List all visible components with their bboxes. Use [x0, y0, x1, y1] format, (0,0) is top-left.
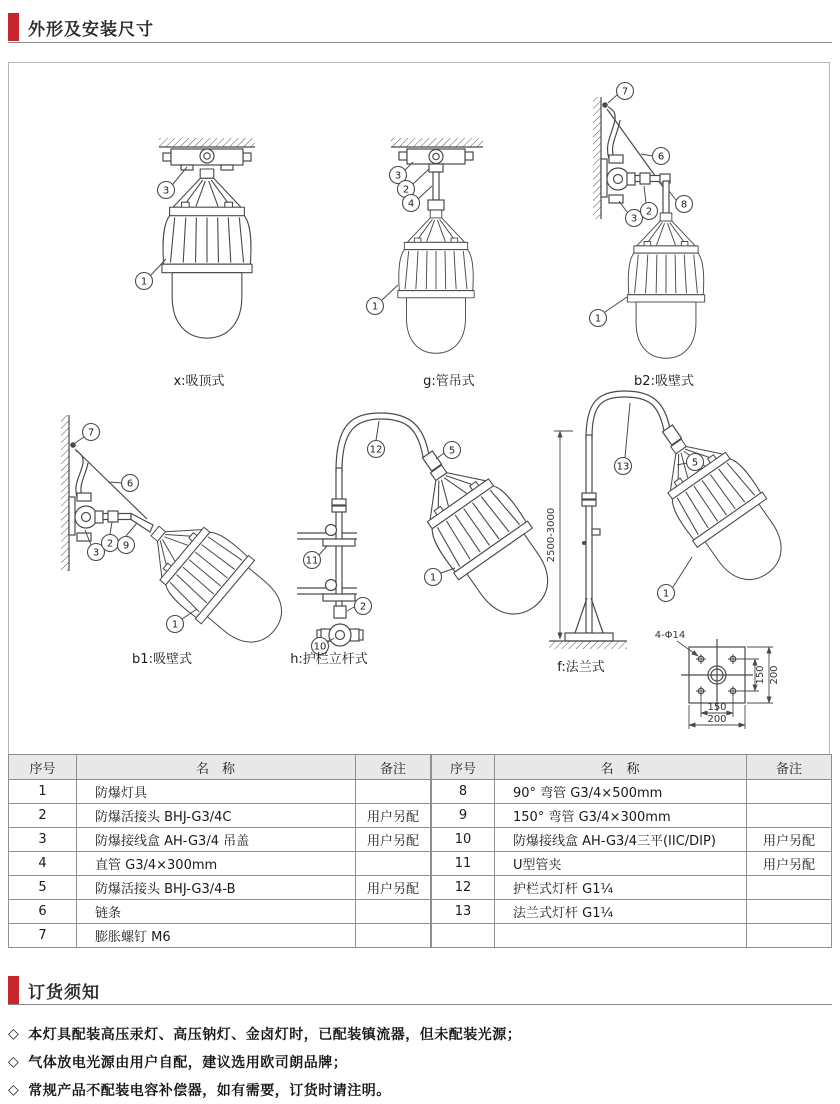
diamond-bullet-icon: ◇	[8, 1054, 20, 1070]
flange-hole-detail	[655, 630, 780, 729]
cell-name: 膨胀螺钉 M6	[77, 924, 356, 948]
cell-no	[432, 924, 495, 948]
hole-label	[655, 630, 698, 656]
svg-text:200: 200	[707, 714, 727, 725]
cell-name: 链条	[77, 900, 356, 924]
section-title: 外形及安装尺寸	[28, 19, 154, 40]
callout-1	[590, 297, 628, 327]
svg-text:4-Φ14: 4-Φ14	[654, 630, 686, 641]
svg-text:5: 5	[691, 457, 699, 469]
cable-icon	[608, 107, 620, 159]
lamp-icon	[128, 499, 300, 662]
installation-diagrams-panel	[8, 62, 830, 755]
anchor-bolt-icon	[70, 442, 76, 448]
callout-6	[109, 475, 139, 492]
cell-remark: 用户另配	[356, 828, 431, 852]
cell-no: 2	[9, 804, 77, 828]
pole-icon	[586, 435, 592, 633]
screw-icon	[592, 529, 600, 535]
svg-text:1: 1	[371, 301, 379, 313]
height-dimension	[546, 431, 573, 639]
callout-1	[167, 609, 198, 633]
table-row	[9, 876, 431, 900]
coupler-icon	[428, 200, 444, 210]
lamp-icon	[641, 419, 802, 598]
note-text: 常规产品不配装电容补偿器，如有需要，订货时请注明。	[28, 1083, 391, 1099]
callout-7	[75, 424, 100, 444]
cell-name: 防爆活接头 BHJ-G3/4C	[77, 804, 356, 828]
callout-3	[390, 162, 414, 184]
cell-remark	[747, 876, 832, 900]
callout-2	[102, 522, 119, 552]
svg-text:1: 1	[140, 276, 148, 288]
table-row	[9, 852, 431, 876]
callout-3	[619, 201, 643, 227]
cell-no: 7	[9, 924, 77, 948]
union-icon	[108, 511, 118, 522]
callout-7	[608, 83, 634, 104]
table-row	[432, 828, 832, 852]
svg-text:1: 1	[594, 313, 602, 325]
parts-table-right	[431, 754, 832, 948]
cell-name: 90° 弯管 G3/4×500mm	[495, 780, 747, 804]
diagram-caption: b2:吸壁式	[634, 374, 694, 389]
diamond-bullet-icon: ◇	[8, 1082, 20, 1098]
cell-remark	[356, 900, 431, 924]
lamp-icon	[399, 443, 570, 633]
table-row	[9, 828, 431, 852]
straight-pipe-icon	[433, 172, 439, 200]
svg-text:7: 7	[87, 427, 95, 439]
lamp-icon	[398, 210, 474, 353]
cell-remark: 用户另配	[747, 852, 832, 876]
diagram-wall-mount-b2	[590, 83, 705, 390]
table-row	[432, 804, 832, 828]
wall-hatch-icon	[61, 415, 69, 571]
cell-remark	[747, 900, 832, 924]
lamp-icon	[162, 169, 252, 338]
svg-text:1: 1	[662, 588, 670, 600]
cell-no: 12	[432, 876, 495, 900]
header-divider	[8, 1004, 832, 1005]
curved-arm-icon	[336, 413, 429, 471]
callout-9	[118, 523, 138, 554]
table-header-row	[9, 755, 431, 780]
col-header-remark: 备注	[747, 755, 832, 780]
parts-list	[8, 754, 832, 948]
cell-remark	[356, 852, 431, 876]
col-header-no: 序号	[9, 755, 77, 780]
cell-no: 3	[9, 828, 77, 852]
cell-remark: 用户另配	[356, 876, 431, 900]
diagram-guardrail-pole	[290, 413, 570, 667]
junction-box-icon	[399, 149, 473, 164]
svg-text:3: 3	[162, 185, 170, 197]
callout-1	[367, 285, 399, 315]
cell-remark: 用户另配	[747, 828, 832, 852]
anchor-bolt-icon	[602, 102, 608, 108]
cell-name: 直管 G3/4×300mm	[77, 852, 356, 876]
svg-text:6: 6	[126, 478, 134, 490]
cell-name: 护栏式灯杆 G1¼	[495, 876, 747, 900]
cell-name: 150° 弯管 G3/4×300mm	[495, 804, 747, 828]
lamp-icon	[627, 213, 704, 358]
cell-name: 防爆接线盒 AH-G3/4三平(IIC/DIP)	[495, 828, 747, 852]
col-header-remark: 备注	[356, 755, 431, 780]
ceiling-hatch-icon	[391, 138, 483, 147]
junction-box-icon	[601, 155, 635, 203]
ordering-note	[8, 1076, 832, 1104]
parts-table-left	[8, 754, 431, 948]
union-icon	[640, 173, 650, 184]
pole-union-icon	[582, 493, 596, 499]
cell-name: 防爆灯具	[77, 780, 356, 804]
callout-8	[669, 191, 693, 213]
svg-text:6: 6	[657, 151, 665, 163]
cell-no: 1	[9, 780, 77, 804]
svg-text:200: 200	[769, 665, 780, 685]
cell-no: 4	[9, 852, 77, 876]
cell-remark	[356, 780, 431, 804]
diagram-ceiling-mount	[136, 138, 256, 389]
diagram-caption: h:护栏立杆式	[290, 652, 368, 667]
svg-text:13: 13	[616, 461, 630, 473]
ordering-notes	[8, 1020, 832, 1104]
callout-2	[641, 186, 658, 220]
union-icon	[429, 164, 443, 172]
callout-1	[658, 557, 693, 602]
svg-text:12: 12	[369, 444, 383, 456]
svg-text:2: 2	[402, 184, 410, 196]
section-ordering-header	[8, 976, 100, 1004]
table-row	[432, 924, 832, 948]
union-icon	[334, 606, 346, 618]
table-row	[9, 924, 431, 948]
cell-no: 13	[432, 900, 495, 924]
curved-arm-icon	[586, 391, 670, 438]
svg-text:2: 2	[645, 206, 653, 218]
ordering-note	[8, 1048, 832, 1076]
bolt-icon	[582, 541, 586, 545]
diagram-wall-mount-b1	[61, 415, 300, 667]
svg-text:4: 4	[407, 198, 415, 210]
diamond-bullet-icon: ◇	[8, 1026, 20, 1042]
cell-name: 防爆活接头 BHJ-G3/4-B	[77, 876, 356, 900]
svg-text:3: 3	[394, 170, 402, 182]
junction-box-icon	[163, 149, 251, 170]
red-bar-icon	[8, 976, 19, 1004]
diagram-caption: f:法兰式	[557, 660, 605, 675]
table-row	[9, 900, 431, 924]
callout-12	[368, 421, 385, 458]
cell-remark	[747, 780, 832, 804]
svg-text:3: 3	[92, 547, 100, 559]
wall-hatch-icon	[593, 97, 601, 219]
table-row	[432, 876, 832, 900]
ceiling-hatch-icon	[159, 138, 255, 147]
cell-remark: 用户另配	[356, 804, 431, 828]
svg-text:150: 150	[755, 665, 766, 685]
diagram-caption: g:管吊式	[423, 374, 475, 389]
ordering-note	[8, 1020, 832, 1048]
diagram-caption: b1:吸壁式	[132, 652, 192, 667]
note-text: 本灯具配装高压汞灯、高压钠灯、金卤灯时，已配装镇流器，但未配装光源；	[28, 1027, 522, 1043]
table-row	[432, 900, 832, 924]
svg-text:150: 150	[707, 702, 727, 713]
svg-text:2: 2	[359, 601, 367, 613]
svg-text:1: 1	[429, 572, 437, 584]
svg-text:5: 5	[448, 445, 456, 457]
cell-remark	[747, 924, 832, 948]
cell-name: U型管夹	[495, 852, 747, 876]
cell-name: 法兰式灯杆 G1¼	[495, 900, 747, 924]
cell-no: 5	[9, 876, 77, 900]
col-header-name: 名 称	[77, 755, 356, 780]
cell-no: 9	[432, 804, 495, 828]
callout-13	[615, 403, 632, 475]
diagram-caption: x:吸顶式	[173, 374, 225, 389]
table-row	[9, 804, 431, 828]
svg-text:2500-3000: 2500-3000	[546, 507, 557, 563]
cell-name	[495, 924, 747, 948]
callout-5	[436, 442, 461, 460]
cell-no: 6	[9, 900, 77, 924]
svg-text:10: 10	[313, 641, 327, 653]
header-divider	[8, 42, 832, 43]
callout-11	[304, 546, 328, 569]
note-text: 气体放电光源由用户自配，建议选用欧司朗品牌；	[28, 1055, 348, 1071]
svg-text:2: 2	[106, 538, 114, 550]
svg-text:3: 3	[630, 213, 638, 225]
svg-text:8: 8	[680, 199, 688, 211]
bent-pipe-icon	[131, 514, 153, 533]
installation-diagrams	[9, 63, 829, 754]
table-header-row	[432, 755, 832, 780]
cable-icon	[76, 451, 88, 497]
callout-1	[136, 259, 167, 290]
table-row	[9, 780, 431, 804]
section-title: 订货须知	[28, 982, 100, 1003]
cell-no: 10	[432, 828, 495, 852]
svg-text:1: 1	[171, 619, 179, 631]
cell-no: 8	[432, 780, 495, 804]
table-row	[432, 852, 832, 876]
callout-1	[425, 568, 456, 586]
down-pipe-icon	[663, 181, 669, 213]
svg-text:7: 7	[621, 86, 629, 98]
callout-3	[158, 167, 188, 199]
cell-no: 11	[432, 852, 495, 876]
red-bar-icon	[8, 13, 19, 41]
cell-name: 防爆接线盒 AH-G3/4 吊盖	[77, 828, 356, 852]
pole-union-icon	[332, 499, 346, 505]
diagram-pipe-hung	[367, 138, 484, 389]
svg-text:9: 9	[122, 540, 130, 552]
col-header-no: 序号	[432, 755, 495, 780]
table-row	[432, 780, 832, 804]
cell-remark	[747, 804, 832, 828]
section-outline-header	[8, 13, 154, 41]
col-header-name: 名 称	[495, 755, 747, 780]
svg-text:11: 11	[305, 555, 319, 567]
cell-remark	[356, 924, 431, 948]
